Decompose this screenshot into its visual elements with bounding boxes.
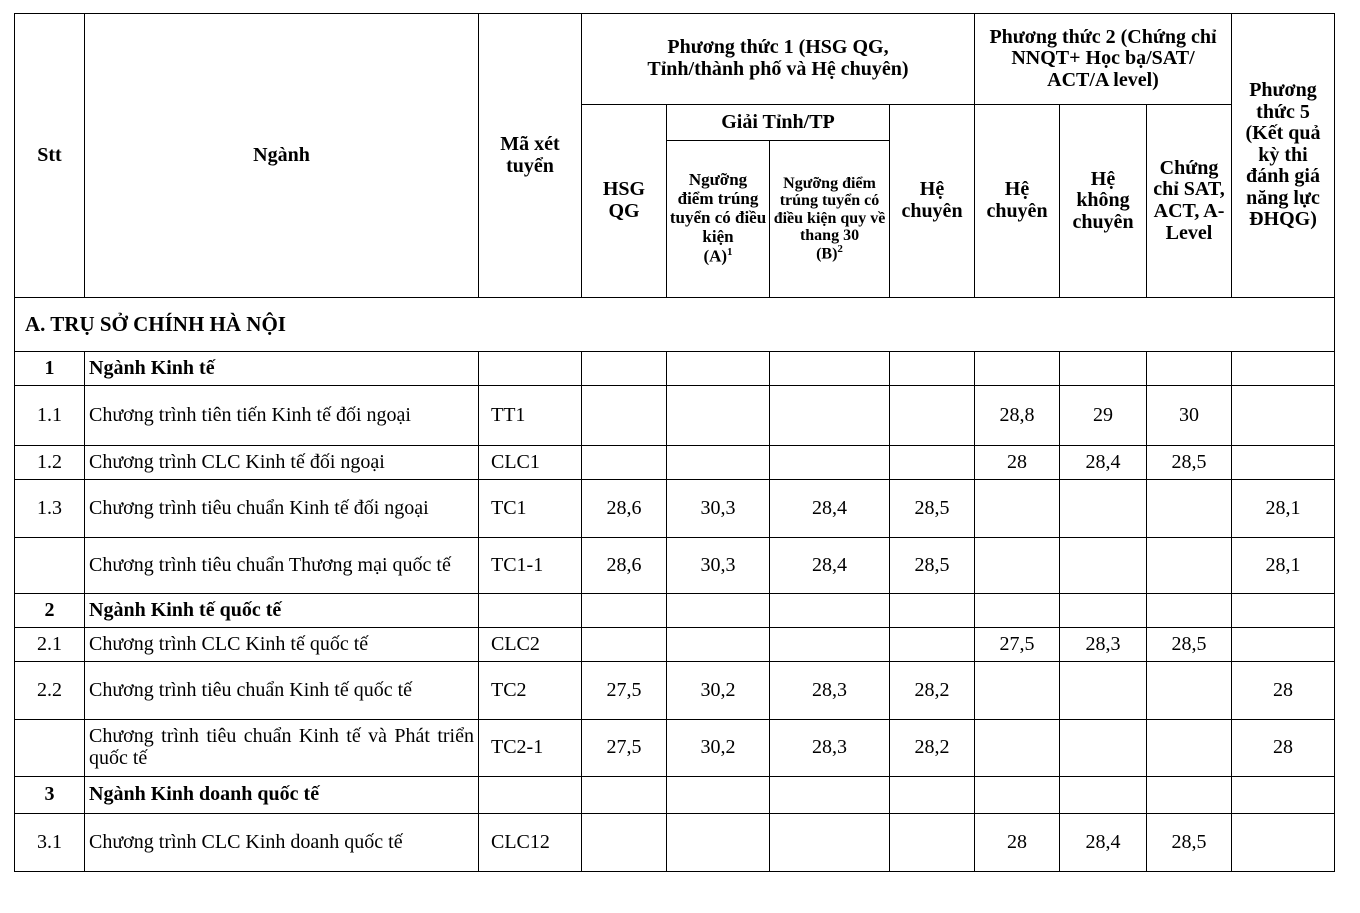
table-row: 3.1 Chương trình CLC Kinh doanh quốc tế CLC12 28 28,4 28,5: [15, 814, 1335, 872]
header-he-khong-chuyen: Hệ không chuyên: [1060, 105, 1147, 298]
table-row: Chương trình tiêu chuẩn Kinh tế và Phát triển quốc tế TC2-1 27,5 30,2 28,3 28,2 28: [15, 720, 1335, 777]
table-row: 3 Ngành Kinh doanh quốc tế: [15, 777, 1335, 814]
table-row: 2.1 Chương trình CLC Kinh tế quốc tế CLC2 27,5 28,3 28,5: [15, 628, 1335, 662]
table-row: 1 Ngành Kinh tế: [15, 352, 1335, 386]
admission-table-container: [14, 13, 1335, 872]
header-chung-chi: Chứng chỉ SAT, ACT, A-Level: [1147, 105, 1232, 298]
header-nguong-b: Ngưỡng điểm trúng tuyển có điều kiện quy về thang 30 $(B)^2$: [770, 141, 890, 298]
header-nganh: Ngành: [85, 14, 479, 298]
header-phuong-thuc-1: Phương thức 1 (HSG QG, Tỉnh/thành phố và Hệ chuyên): [582, 14, 975, 105]
section-title: A. TRỤ SỞ CHÍNH HÀ NỘI: [15, 298, 1335, 352]
table-row: 1.1 Chương trình tiên tiến Kinh tế đối ngoại TT1 28,8 29 30: [15, 386, 1335, 446]
table-row: 1.3 Chương trình tiêu chuẩn Kinh tế đối ngoại TC1 28,6 30,3 28,4 28,5 28,1: [15, 480, 1335, 538]
admission-score-table: [14, 13, 1335, 872]
table-row: Chương trình tiêu chuẩn Thương mại quốc tế TC1-1 28,6 30,3 28,4 28,5 28,1: [15, 538, 1335, 594]
header-he-chuyen-pt1: Hệ chuyên: [890, 105, 975, 298]
header-nguong-a: Ngưỡng điểm trúng tuyển có điều kiện $(A)^1$: [667, 141, 770, 298]
header-phuong-thuc-2: Phương thức 2 (Chứng chỉ NNQT+ Học bạ/SAT/ ACT/A level): [975, 14, 1232, 105]
table-row: 2 Ngành Kinh tế quốc tế: [15, 594, 1335, 628]
header-hsg-qg: HSG QG: [582, 105, 667, 298]
header-ma-xet-tuyen: Mã xét tuyển: [479, 14, 582, 298]
table-row: 1.2 Chương trình CLC Kinh tế đối ngoại CLC1 28 28,4 28,5: [15, 446, 1335, 480]
table-row: 2.2 Chương trình tiêu chuẩn Kinh tế quốc tế TC2 27,5 30,2 28,3 28,2 28: [15, 662, 1335, 720]
header-stt: Stt: [15, 14, 85, 298]
header-phuong-thuc-5: Phương thức 5 (Kết quả kỳ thi đánh giá năng lực ĐHQG): [1232, 14, 1335, 298]
header-giai-tinh-tp: Giải Tỉnh/TP: [667, 105, 890, 141]
header-he-chuyen-pt2: Hệ chuyên: [975, 105, 1060, 298]
